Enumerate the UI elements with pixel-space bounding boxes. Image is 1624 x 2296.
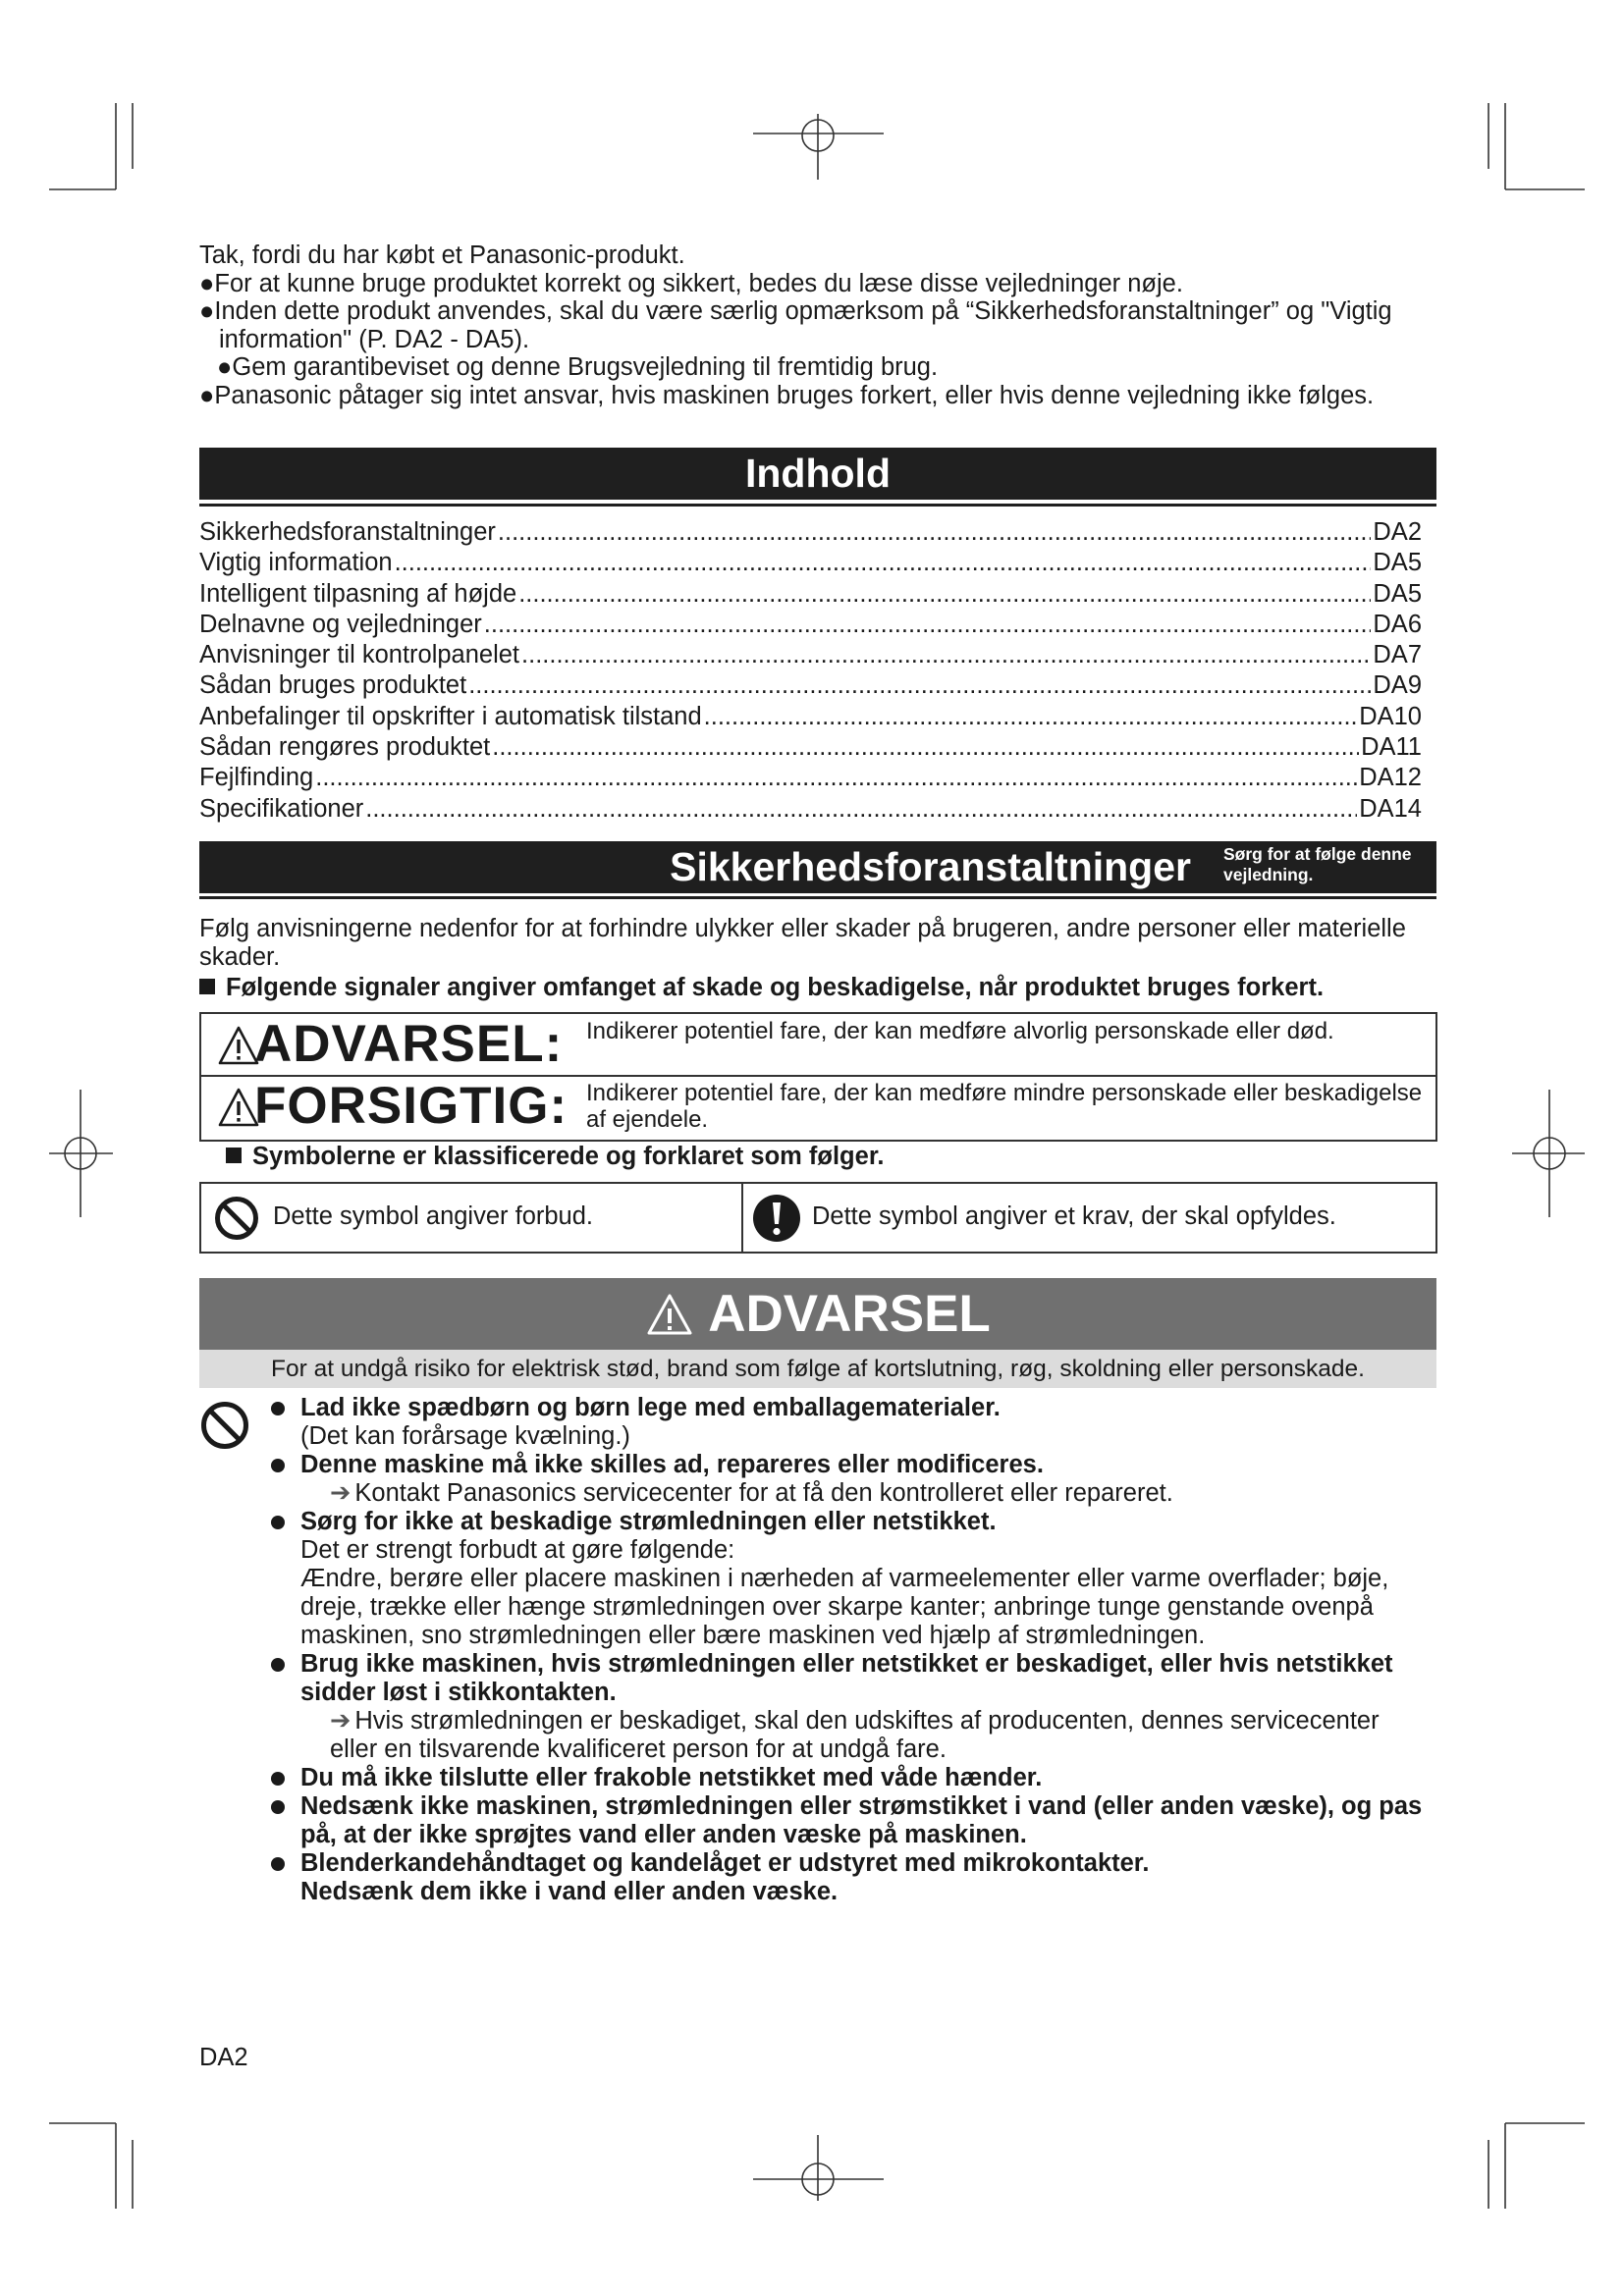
- prohibition-icon: [213, 1195, 260, 1242]
- warning-item-text: (Det kan forårsage kvælning.): [300, 1422, 630, 1450]
- toc-entry[interactable]: [199, 518, 1422, 549]
- symbols-heading: [226, 1143, 884, 1171]
- warning-item: [269, 1451, 1428, 1508]
- symbol-description: Dette symbol angiver et krav, der skal opfyldes.: [812, 1202, 1336, 1230]
- signal-table: [199, 1012, 1437, 1142]
- toc-entry-page: DA6: [1373, 610, 1422, 638]
- square-bullet-icon: [199, 979, 215, 994]
- toc-entry-label: Delnavne og vejledninger: [199, 610, 482, 638]
- warning-item-title: Nedsænk ikke maskinen, strømledningen eller strømstikket i vand (eller anden væske), og pas på, at der ikke sprøjtes vand eller anden væske på maskinen.: [300, 1792, 1423, 1848]
- warning-heading: [199, 1278, 1436, 1350]
- intro-bullet-text: For at kunne bruge produktet korrekt og sikkert, bedes du læse disse vejledninger nøje.: [214, 269, 1183, 297]
- square-bullet-icon: [226, 1148, 242, 1163]
- toc-entry[interactable]: [199, 580, 1422, 611]
- warning-item: [269, 1792, 1428, 1849]
- toc-entry[interactable]: [199, 795, 1422, 826]
- toc-entry-label: Sådan rengøres produktet: [199, 733, 491, 762]
- toc-leader: [468, 671, 1371, 700]
- warning-subtitle: For at undgå risiko for elektrisk stød, brand som følge af kortslutning, røg, skoldning eller personskade.: [199, 1350, 1436, 1388]
- warning-item: [269, 1394, 1428, 1451]
- intro-bullet: ●For at kunne bruge produktet korrekt og sikkert, bedes du læse disse vejledninger nøje.: [199, 269, 1183, 297]
- toc-leader: [704, 703, 1358, 731]
- warning-item-note-text: Hvis strømledningen er beskadiget, skal den udskiftes af producenten, dennes servicecenter eller en tilsvarende kvalificeret person for at undgå fare.: [330, 1707, 1380, 1763]
- toc-entry[interactable]: [199, 764, 1422, 794]
- warning-item-text: Det er strengt forbudt at gøre følgende:: [300, 1536, 735, 1564]
- warning-item-title: Denne maskine må ikke skilles ad, repareres eller modificeres.: [300, 1451, 1044, 1478]
- toc-entry-label: Anvisninger til kontrolpanelet: [199, 641, 520, 669]
- signal-word-forsigtig: FORSIGTIG:: [254, 1077, 568, 1135]
- toc-rule: [199, 504, 1436, 507]
- warning-heading-text: ADVARSEL: [708, 1285, 991, 1343]
- toc-entry-page: DA2: [1373, 518, 1422, 546]
- toc-entry-label: Sådan bruges produktet: [199, 671, 467, 700]
- warning-item-text: Ændre, berøre eller placere maskinen i nærheden af varmeelementer eller varme overflader; bøje, dreje, trække eller hænge strømledningen over skarpe kanter; anbringe tunge genstande ovenpå maskinen, sno strømledningen eller bære maskinen ved hjælp af strømledningen.: [300, 1565, 1389, 1649]
- warning-item-note: [300, 1479, 1428, 1508]
- warning-list: [269, 1394, 1428, 1906]
- warning-item: [269, 1849, 1428, 1906]
- safety-rule: [199, 896, 1436, 899]
- toc-heading: Indhold: [199, 448, 1436, 500]
- symbols-heading-text: Symbolerne er klassificerede og forklaret som følger.: [252, 1143, 885, 1170]
- symbol-table: [199, 1182, 1437, 1254]
- safety-heading-note: Sørg for at følge denne vejledning.: [1223, 844, 1412, 884]
- intro-bullet: ●Inden dette produkt anvendes, skal du være særlig opmærksom på “Sikkerhedsforanstaltninger” og "Vigtig information" (P. DA2 - DA5).: [199, 297, 1392, 353]
- intro-bullet-text: Panasonic påtager sig intet ansvar, hvis maskinen bruges forkert, eller hvis denne vejledning ikke følges.: [214, 381, 1375, 409]
- safety-intro: Følg anvisningerne nedenfor for at forhindre ulykker eller skader på brugeren, andre personer eller materielle skader.: [199, 915, 1406, 971]
- arrow-right-icon: ➔: [330, 1479, 352, 1507]
- toc-leader: [315, 764, 1357, 792]
- signal-description: Indikerer potentiel fare, der kan medføre alvorlig personskade eller død.: [586, 1018, 1334, 1044]
- toc-entry-page: DA9: [1373, 671, 1422, 700]
- warning-item-title: Lad ikke spædbørn og børn lege med emballagematerialer.: [300, 1394, 1001, 1421]
- table-of-contents: [199, 518, 1422, 826]
- warning-triangle-icon: [645, 1292, 694, 1337]
- warning-item: [269, 1650, 1428, 1764]
- toc-entry-page: DA14: [1359, 794, 1422, 823]
- warning-item-title: Nedsænk dem ikke i vand eller anden væske.: [300, 1878, 839, 1905]
- safety-heading: Sikkerhedsforanstaltninger: [670, 844, 1191, 889]
- prohibition-icon: [199, 1400, 250, 1451]
- toc-entry-label: Sikkerhedsforanstaltninger: [199, 518, 496, 546]
- toc-entry-label: Vigtig information: [199, 549, 393, 577]
- arrow-right-icon: ➔: [330, 1707, 352, 1735]
- intro-bullet-text: Gem garantibeviset og denne Brugsvejledning til fremtidig brug.: [232, 353, 939, 381]
- toc-leader: [498, 518, 1371, 547]
- signals-heading-text: Følgende signaler angiver omfanget af skade og beskadigelse, når produktet bruges forkert.: [226, 974, 1325, 1001]
- toc-entry-page: DA5: [1373, 579, 1422, 608]
- toc-leader: [365, 795, 1357, 824]
- toc-leader: [518, 580, 1371, 609]
- toc-leader: [395, 549, 1372, 577]
- toc-leader: [492, 733, 1359, 762]
- toc-entry[interactable]: [199, 549, 1422, 579]
- toc-entry-page: DA10: [1359, 702, 1422, 730]
- intro-sub-bullet: ●Gem garantibeviset og denne Brugsvejledning til fremtidig brug.: [217, 353, 939, 381]
- toc-entry-label: Specifikationer: [199, 794, 364, 823]
- toc-entry-page: DA5: [1373, 549, 1422, 577]
- toc-entry[interactable]: [199, 611, 1422, 641]
- intro-section: [199, 241, 1446, 409]
- signal-word-advarsel: ADVARSEL:: [254, 1015, 564, 1073]
- page-number: DA2: [199, 2044, 248, 2071]
- symbol-description: Dette symbol angiver forbud.: [273, 1202, 593, 1230]
- signals-heading: [199, 974, 1324, 1002]
- intro-bullet-text: Inden dette produkt anvendes, skal du være særlig opmærksom på “Sikkerhedsforanstaltninger” og "Vigtig information" (P. DA2 - DA5).: [214, 297, 1392, 353]
- warning-item-title: Du må ikke tilslutte eller frakoble netstikket med våde hænder.: [300, 1764, 1043, 1791]
- warning-item-title: Sørg for ikke at beskadige strømledningen eller netstikket.: [300, 1508, 997, 1535]
- warning-item: [269, 1764, 1428, 1792]
- toc-entry-page: DA12: [1359, 764, 1422, 792]
- toc-entry[interactable]: [199, 671, 1422, 702]
- warning-item-title: Brug ikke maskinen, hvis strømledningen eller netstikket er beskadiget, eller hvis netstikket sidder løst i stikkontakten.: [300, 1650, 1393, 1706]
- signal-description: Indikerer potentiel fare, der kan medføre mindre personskade eller beskadigelse af ejendele.: [586, 1080, 1423, 1133]
- symbol-divider: [741, 1184, 743, 1252]
- safety-heading-bar: [199, 841, 1436, 893]
- toc-entry[interactable]: [199, 733, 1422, 764]
- toc-entry-page: DA7: [1373, 641, 1422, 669]
- toc-entry-label: Anbefalinger til opskrifter i automatisk tilstand: [199, 702, 702, 730]
- warning-item: [269, 1508, 1428, 1650]
- toc-entry[interactable]: [199, 641, 1422, 671]
- toc-entry-page: DA11: [1361, 733, 1422, 762]
- warning-item-note-text: Kontakt Panasonics servicecenter for at få den kontrolleret eller repareret.: [354, 1479, 1173, 1507]
- toc-entry[interactable]: [199, 703, 1422, 733]
- toc-entry-label: Intelligent tilpasning af højde: [199, 579, 517, 608]
- toc-leader: [521, 641, 1371, 669]
- warning-item-note: [300, 1707, 1428, 1764]
- intro-thanks: Tak, fordi du har købt et Panasonic-produkt.: [199, 241, 685, 269]
- intro-bullet: ●Panasonic påtager sig intet ansvar, hvis maskinen bruges forkert, eller hvis denne vejledning ikke følges.: [199, 381, 1375, 409]
- warning-item-title: Blenderkandehåndtaget og kandelåget er udstyret med mikrokontakter.: [300, 1849, 1150, 1877]
- mandatory-icon: [752, 1194, 801, 1243]
- toc-leader: [484, 611, 1372, 639]
- toc-entry-label: Fejlfinding: [199, 764, 314, 792]
